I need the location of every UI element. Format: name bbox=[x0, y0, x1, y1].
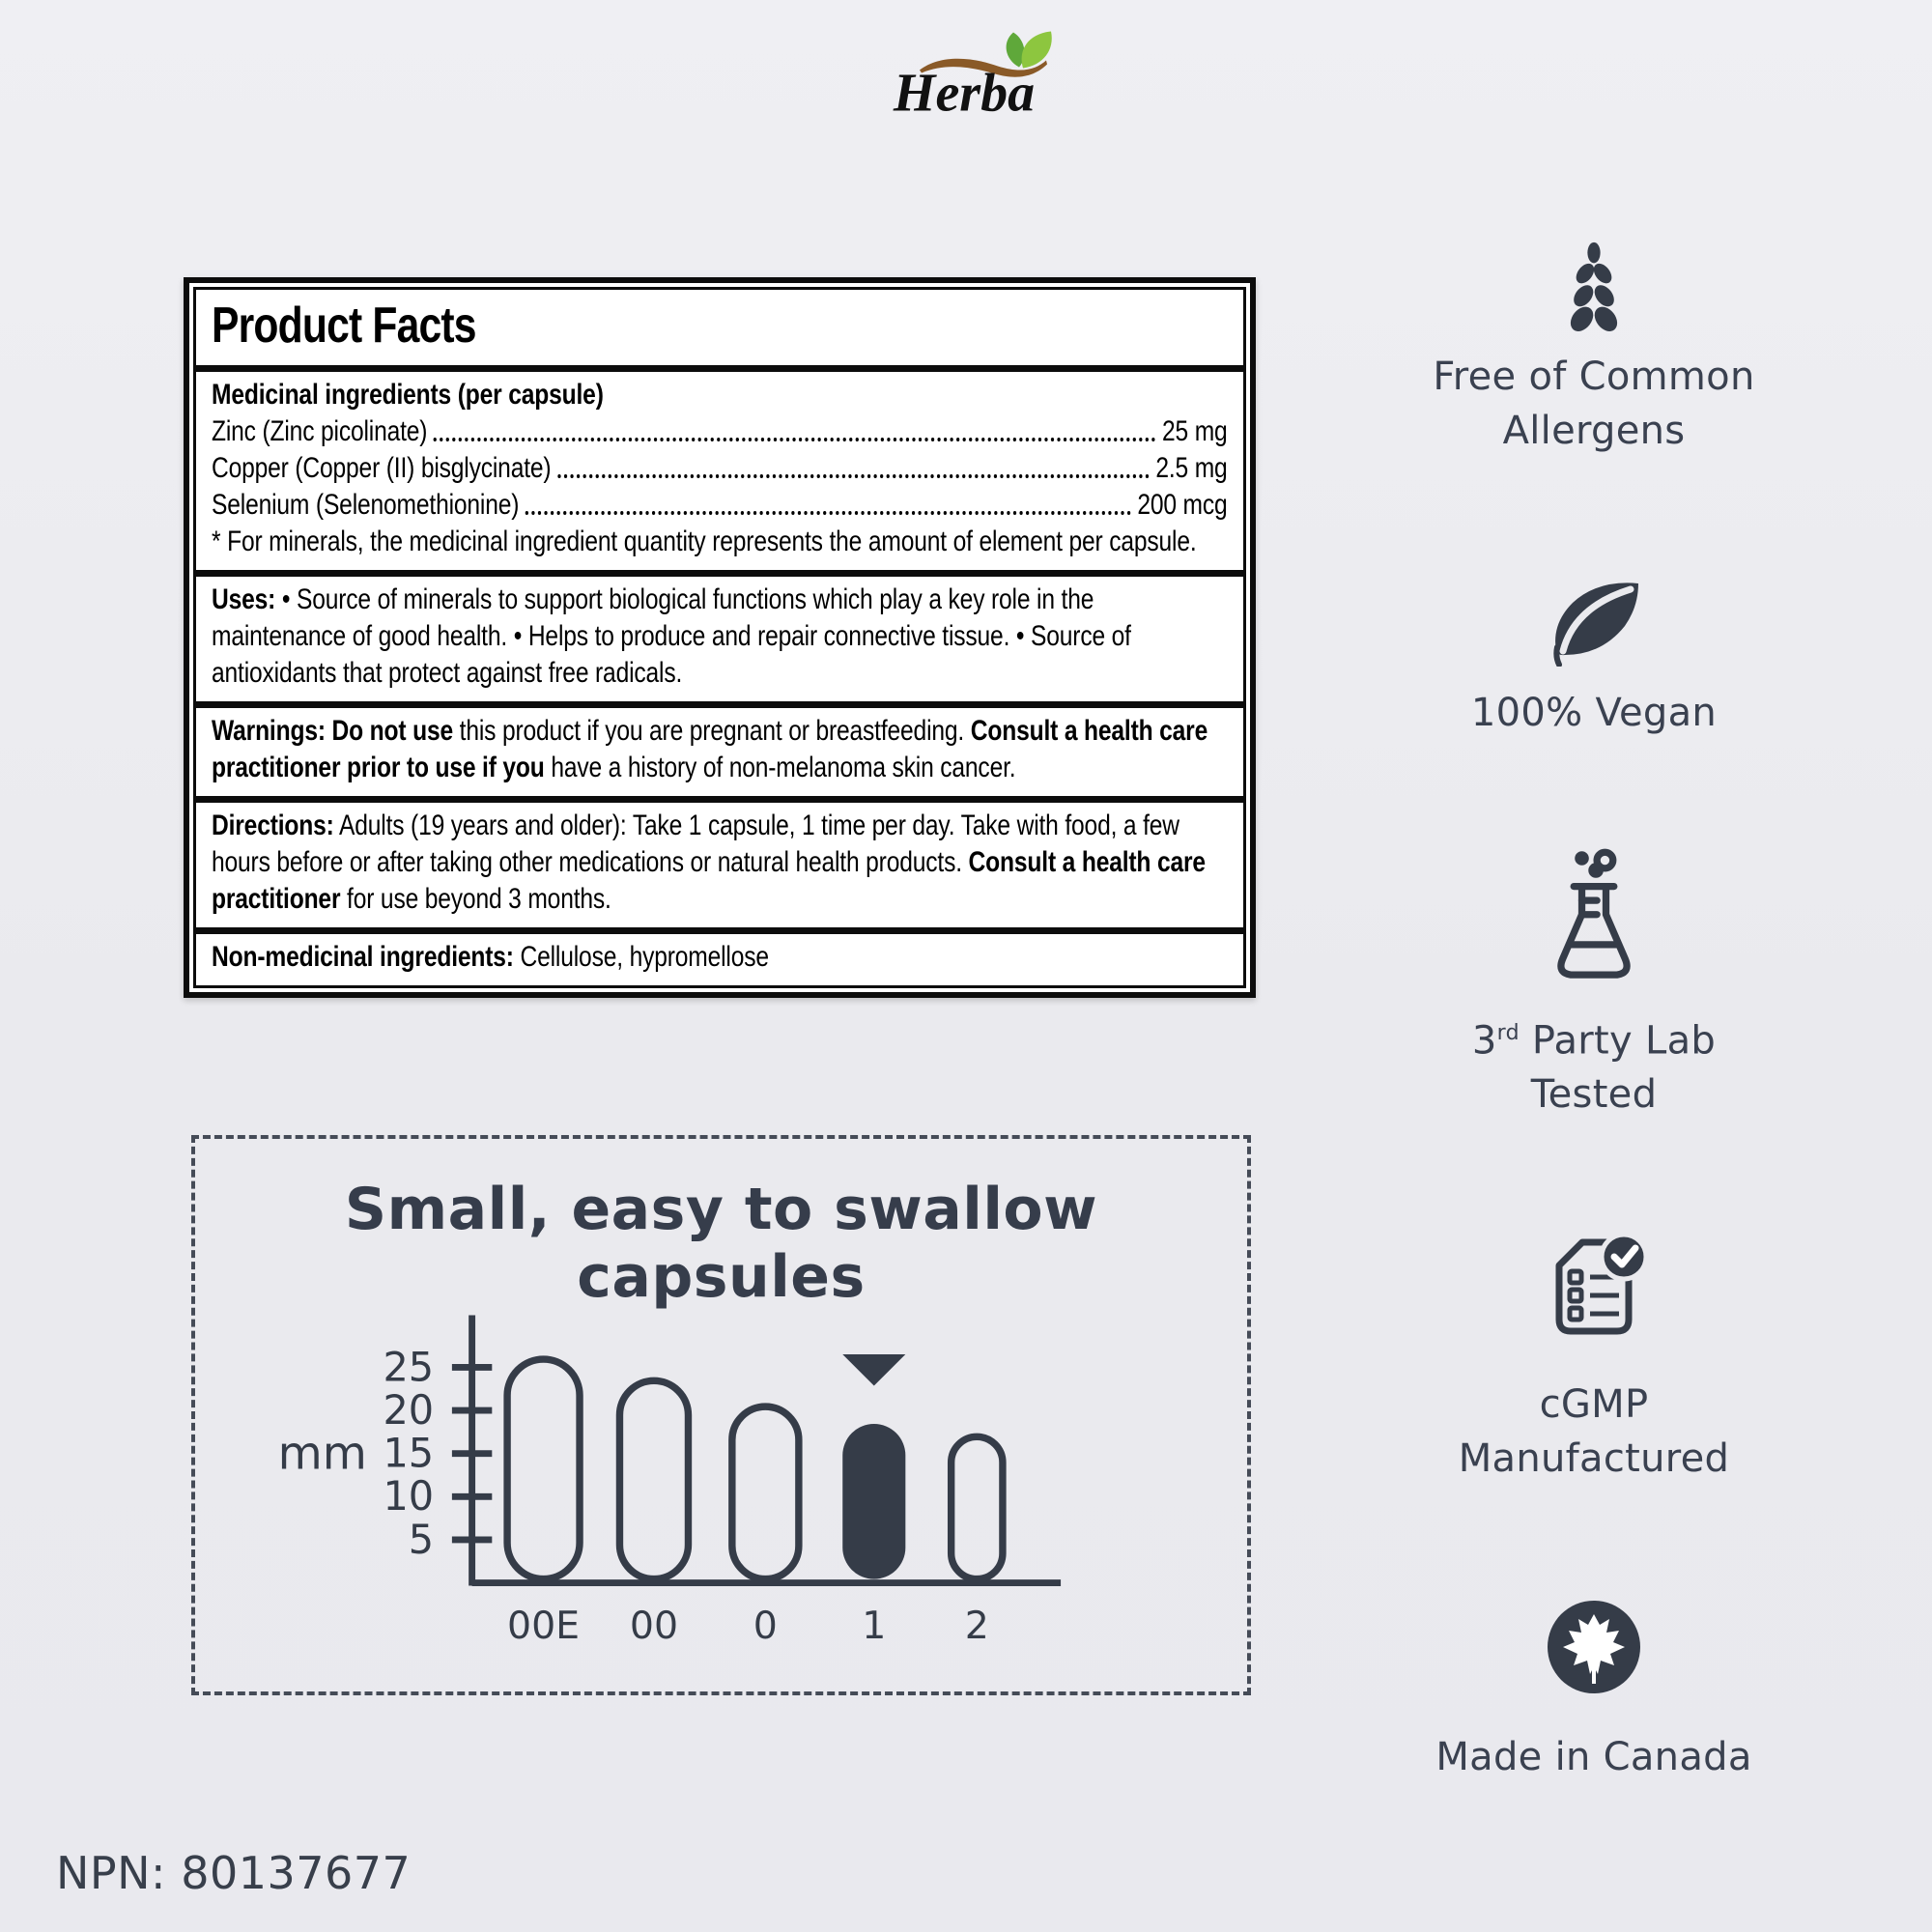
product-facts-panel bbox=[184, 277, 1256, 998]
product-facts-sections bbox=[193, 287, 1246, 988]
facts-title: Product Facts bbox=[212, 298, 476, 354]
ingredient-name: Copper (Copper (II) bisglycinate) bbox=[212, 452, 552, 484]
badge-label: 100% Vegan bbox=[1470, 691, 1718, 735]
warnings-text: Warnings: Do not use this product if you are pregnant or breastfeeding. Consult a health care practitioner prior to use if you have a history of non-melanoma skin cancer. bbox=[212, 715, 1208, 783]
capsule-size-panel bbox=[191, 1135, 1251, 1695]
facts-header-section bbox=[196, 290, 1243, 365]
ingredient-row bbox=[212, 487, 1228, 524]
dot-leader bbox=[557, 474, 1150, 478]
badge-label: cGMP bbox=[1539, 1382, 1649, 1427]
svg-text:20: 20 bbox=[383, 1386, 435, 1434]
badge-label: 3rd Party Lab bbox=[1471, 1018, 1717, 1064]
wheat-icon bbox=[1570, 242, 1618, 334]
ingredient-row bbox=[212, 413, 1228, 450]
dot-leader bbox=[526, 511, 1131, 515]
badge-vegan bbox=[1406, 578, 1782, 740]
badge-free-of-allergens bbox=[1406, 242, 1782, 458]
npn-value: 80137677 bbox=[181, 1847, 412, 1899]
svg-text:5: 5 bbox=[408, 1516, 435, 1563]
svg-text:10: 10 bbox=[383, 1473, 435, 1520]
checklist-icon bbox=[1540, 1233, 1648, 1345]
ingredient-row bbox=[212, 450, 1228, 487]
badge-label: Allergens bbox=[1502, 409, 1686, 453]
ingredient-value: 25 mg bbox=[1161, 415, 1228, 447]
logo-leaf-left bbox=[1007, 33, 1025, 68]
ingredient-value: 200 mcg bbox=[1137, 489, 1228, 521]
non-medicinal-label: Non-medicinal ingredients: bbox=[212, 941, 514, 973]
svg-text:00: 00 bbox=[629, 1603, 679, 1648]
svg-text:00E: 00E bbox=[507, 1603, 581, 1648]
non-medicinal-section bbox=[196, 934, 1243, 985]
svg-text:0: 0 bbox=[753, 1603, 778, 1648]
badge-label: Made in Canada bbox=[1435, 1735, 1752, 1779]
medicinal-heading: Medicinal ingredients (per capsule) bbox=[212, 379, 604, 411]
svg-text:25: 25 bbox=[383, 1344, 435, 1391]
uses-label: Uses: bbox=[212, 583, 276, 615]
badge-made-in-canada bbox=[1406, 1599, 1782, 1784]
svg-text:15: 15 bbox=[383, 1430, 435, 1477]
maple-leaf-icon bbox=[1546, 1599, 1642, 1695]
ingredient-name: Selenium (Selenomethionine) bbox=[212, 489, 520, 521]
leaf-icon bbox=[1544, 578, 1644, 667]
ingredient-value: 2.5 mg bbox=[1155, 452, 1228, 484]
badge-label: Tested bbox=[1530, 1072, 1658, 1118]
uses-section bbox=[196, 577, 1243, 701]
badge-label: Manufactured bbox=[1458, 1436, 1730, 1481]
capsule-size-chart bbox=[195, 1139, 1247, 1691]
npn-label: NPN: bbox=[56, 1847, 167, 1899]
svg-text:2: 2 bbox=[964, 1603, 989, 1648]
minerals-footnote: * For minerals, the medicinal ingredient quantity represents the amount of element per capsule. bbox=[212, 526, 1197, 557]
directions-text: Directions: Adults (19 years and older): Take 1 capsule, 1 time per day. Take with food, a few hours before or after taking other medications or natural health products. Consult a health care practitioner for use beyond 3 months. bbox=[212, 810, 1206, 915]
svg-text:1: 1 bbox=[862, 1603, 887, 1648]
directions-section bbox=[196, 803, 1243, 927]
svg-text:mm: mm bbox=[277, 1427, 367, 1481]
npn-number bbox=[56, 1847, 411, 1899]
badge-label: Free of Common bbox=[1433, 355, 1755, 399]
badge-lab-tested bbox=[1406, 848, 1782, 1122]
badge-cgmp bbox=[1406, 1233, 1782, 1486]
uses-text: • Source of minerals to support biological functions which play a key role in the maintenance of good health. • Helps to produce and repair connective tissue. • Source of antioxidants that protect against free radicals. bbox=[212, 583, 1131, 689]
medicinal-ingredients-section bbox=[196, 372, 1243, 570]
warnings-section bbox=[196, 708, 1243, 796]
dot-leader bbox=[434, 438, 1156, 441]
brand-name: Herba bbox=[893, 63, 1036, 124]
non-medicinal-text: Cellulose, hypromellose bbox=[513, 941, 769, 973]
capsule-panel-title: Small, easy to swallow capsules bbox=[344, 1176, 1098, 1311]
ingredient-name: Zinc (Zinc picolinate) bbox=[212, 415, 428, 447]
brand-logo bbox=[826, 25, 1106, 151]
flask-icon bbox=[1544, 848, 1644, 995]
